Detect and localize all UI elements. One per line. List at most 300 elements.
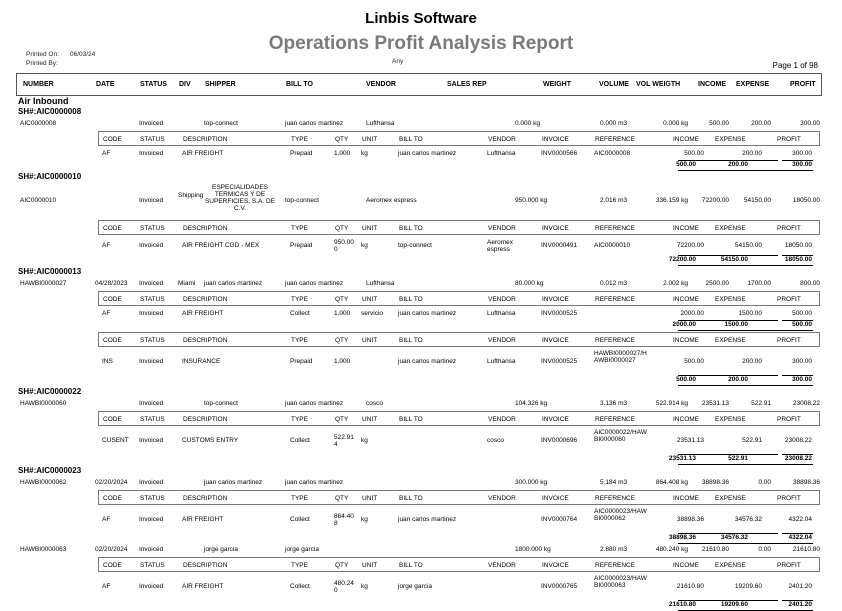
detail-col-type: TYPE [291,136,308,143]
row-volume: 0.012 m3 [600,280,628,287]
detail-vendor: cosco [487,437,504,444]
detail-col-vendor: VENDOR [488,495,516,502]
detail-header [98,332,820,347]
detail-unit: kg [361,242,368,249]
row-volume: 2.880 m3 [600,546,628,553]
detail-qty: 1.000 [334,150,351,157]
detail-status: Invoiced [139,358,164,365]
detail-unit: kg [361,150,368,157]
detail-bill-to: jorge garcia [398,583,432,590]
detail-col-unit: UNIT [362,416,378,423]
total-income: 21610.80 [668,601,696,608]
detail-vendor: Lufthansa [487,150,516,157]
total-expense: 522.91 [728,455,748,462]
detail-profit: 500.00 [792,310,812,317]
detail-qty: 1.000 [334,358,351,365]
detail-totals [0,601,842,610]
row-shipper: top-connect [204,120,238,127]
detail-header [98,131,820,146]
detail-col-code: CODE [103,562,122,569]
report-title: Operations Profit Analysis Report [268,33,574,54]
total-profit: 500.00 [792,321,812,328]
table-row [0,279,842,289]
detail-col-description: DESCRIPTION [183,495,228,502]
detail-col-expense: EXPENSE [715,562,746,569]
detail-col-invoice: INVOICE [542,225,569,232]
col-header-div: DIV [179,81,191,88]
row-weight: 80.000 kg [515,280,544,287]
detail-col-reference: REFERENCE [595,296,636,303]
row-vendor: Lufthansa [366,280,395,287]
detail-col-profit: PROFIT [777,495,801,502]
row-number: AIC0000010 [20,197,57,204]
detail-col-qty: QTY [335,296,349,303]
row-expense: 522.91 [751,400,771,407]
detail-status: Invoiced [139,583,164,590]
total-income: 500.00 [676,376,696,383]
detail-type: Prepaid [290,358,313,365]
detail-bill-to: juan carlos martinez [398,358,457,365]
detail-col-unit: UNIT [362,296,378,303]
row-bill-to: juan carlos martinez [285,120,344,127]
col-header-status: STATUS [140,81,167,88]
row-weight: 104.326 kg [515,400,548,407]
detail-col-vendor: VENDOR [488,136,516,143]
detail-col-status: STATUS [140,562,165,569]
detail-col-unit: UNIT [362,225,378,232]
row-status: Invoiced [139,479,164,486]
detail-reference: AIC0000023/HAWBI0000063 [594,575,647,589]
col-header-vendor: VENDOR [366,81,396,88]
row-income: 500.00 [709,120,729,127]
detail-col-profit: PROFIT [777,416,801,423]
detail-col-expense: EXPENSE [715,296,746,303]
detail-totals [0,161,842,170]
detail-col-description: DESCRIPTION [183,337,228,344]
detail-col-type: TYPE [291,416,308,423]
total-expense: 200.00 [728,376,748,383]
detail-description: CUSTOMS ENTRY [182,437,239,444]
detail-col-code: CODE [103,296,122,303]
detail-type: Prepaid [290,242,313,249]
detail-header [98,220,820,235]
detail-row [0,350,842,374]
detail-col-description: DESCRIPTION [183,296,228,303]
detail-invoice: INV0000765 [541,583,578,590]
col-header-expense: EXPENSE [736,81,770,88]
detail-col-invoice: INVOICE [542,562,569,569]
detail-col-income: INCOME [673,495,699,502]
detail-unit: kg [361,583,368,590]
total-income: 72200.00 [668,256,696,263]
row-expense: 0.00 [758,479,771,486]
col-header-number: NUMBER [23,81,54,88]
row-vendor: Lufthansa [366,120,395,127]
detail-col-reference: REFERENCE [595,416,636,423]
detail-col-profit: PROFIT [777,337,801,344]
total-underline [678,385,813,386]
total-underline [678,265,813,266]
detail-qty: 480.240 [334,580,354,594]
detail-col-code: CODE [103,416,122,423]
detail-expense: 19209.60 [734,583,762,590]
row-status: Invoiced [139,280,164,287]
col-header-weight: WEIGHT [543,81,571,88]
row-status: Invoiced [139,120,164,127]
detail-description: INSURANCE [182,358,221,365]
row-number: AIC0000008 [20,120,57,127]
row-expense: 200.00 [751,120,771,127]
col-header-sales-rep: SALES REP [447,81,487,88]
detail-income: 500.00 [684,358,704,365]
detail-header [98,557,820,572]
total-income: 38898.36 [668,534,696,541]
total-underline [678,543,813,544]
detail-col-expense: EXPENSE [715,136,746,143]
total-profit: 4322.04 [788,534,812,541]
total-profit: 300.00 [792,161,812,168]
detail-code: AF [102,310,111,317]
detail-vendor: Lufthansa [487,358,516,365]
detail-bill-to: juan carlos martinez [398,516,457,523]
detail-qty: 864.408 [334,513,354,527]
detail-col-reference: REFERENCE [595,225,636,232]
total-expense: 34576.32 [720,534,748,541]
detail-description: AIR FREIGHT [182,310,224,317]
detail-header [98,291,820,306]
total-income: 500.00 [676,161,696,168]
company-name: Linbis Software [365,10,477,27]
col-header-shipper: SHIPPER [205,81,236,88]
detail-type: Collect [290,310,310,317]
detail-col-type: TYPE [291,296,308,303]
row-number: HAWBI0000063 [20,546,67,553]
total-income: 2000.00 [672,321,696,328]
detail-col-reference: REFERENCE [595,136,636,143]
detail-col-type: TYPE [291,225,308,232]
table-row [0,478,842,488]
row-bill-to: juan carlos martinez [285,400,344,407]
row-profit: 38898.36 [792,479,820,486]
row-weight: 1800.000 kg [515,546,551,553]
detail-col-income: INCOME [673,416,699,423]
detail-col-expense: EXPENSE [715,416,746,423]
detail-profit: 2401.20 [788,583,812,590]
detail-col-profit: PROFIT [777,225,801,232]
detail-col-bill-to: BILL TO [399,562,423,569]
table-row [0,545,842,555]
detail-col-income: INCOME [673,225,699,232]
row-income: 21610.80 [701,546,729,553]
detail-col-type: TYPE [291,337,308,344]
detail-reference: HAWBI0000027/HAWBI0000027 [594,350,647,364]
detail-invoice: INV0000525 [541,310,578,317]
detail-reference: AIC0000010 [594,242,631,249]
row-vol-weight: 864.408 kg [655,479,688,486]
detail-col-expense: EXPENSE [715,337,746,344]
detail-reference: AIC0000023/HAWBI0000062 [594,508,647,522]
detail-col-status: STATUS [140,225,165,232]
detail-col-description: DESCRIPTION [183,136,228,143]
detail-col-expense: EXPENSE [715,225,746,232]
filter-value: Any [392,58,404,65]
detail-col-profit: PROFIT [777,296,801,303]
detail-row [0,238,842,254]
row-div: Miami [178,280,196,287]
detail-expense: 54150.00 [734,242,762,249]
detail-income: 500.00 [684,150,704,157]
detail-totals [0,376,842,385]
detail-col-invoice: INVOICE [542,416,569,423]
detail-col-code: CODE [103,136,122,143]
detail-col-vendor: VENDOR [488,337,516,344]
total-underline [678,464,813,465]
detail-col-vendor: VENDOR [488,562,516,569]
row-profit: 21610.80 [792,546,820,553]
shipment-header: SH#:AIC0000013 [18,267,82,276]
detail-qty: 950.000 [334,239,354,253]
col-header-date: DATE [96,81,115,88]
row-profit: 18050.00 [792,197,820,204]
detail-expense: 200.00 [742,358,762,365]
detail-expense: 1500.00 [738,310,762,317]
detail-totals [0,321,842,330]
detail-col-status: STATUS [140,495,165,502]
row-number: HAWBI0000060 [20,400,67,407]
detail-col-income: INCOME [673,337,699,344]
total-underline [678,330,813,331]
printed-on-value: 06/03/24 [70,51,96,58]
detail-profit: 300.00 [792,150,812,157]
detail-bill-to: juan carlos martinez [398,310,457,317]
total-expense: 19209.60 [720,601,748,608]
row-income: 23531.13 [701,400,729,407]
row-volume: 5.184 m3 [600,479,628,486]
detail-row [0,429,842,453]
row-date: 02/20/2024 [95,479,128,486]
row-shipper: jorge garcia [204,546,238,553]
detail-status: Invoiced [139,310,164,317]
detail-col-vendor: VENDOR [488,296,516,303]
detail-invoice: INV0000525 [541,358,578,365]
detail-col-invoice: INVOICE [542,495,569,502]
detail-col-code: CODE [103,337,122,344]
row-volume: 3.136 m3 [600,400,628,407]
detail-status: Invoiced [139,242,164,249]
row-bill-to: juan carlos martinez [285,280,344,287]
total-expense: 200.00 [728,161,748,168]
row-shipper: top-connect [204,400,238,407]
detail-description: AIR FREIGHT [182,583,224,590]
detail-bill-to: top-connect [398,242,432,249]
row-weight: 300.000 kg [515,479,548,486]
col-header-volume: VOLUME [599,81,629,88]
detail-col-bill-to: BILL TO [399,337,423,344]
detail-qty: 1.000 [334,310,351,317]
detail-status: Invoiced [139,150,164,157]
detail-col-expense: EXPENSE [715,495,746,502]
detail-status: Invoiced [139,516,164,523]
row-vendor: cosco [366,400,383,407]
detail-col-qty: QTY [335,416,349,423]
detail-col-status: STATUS [140,416,165,423]
detail-code: AF [102,242,111,249]
detail-col-bill-to: BILL TO [399,225,423,232]
total-profit: 23008.22 [784,455,812,462]
detail-code: AF [102,583,111,590]
total-expense: 54150.00 [720,256,748,263]
row-weight: 950.000 kg [515,197,548,204]
detail-row [0,508,842,532]
detail-col-reference: REFERENCE [595,337,636,344]
row-bill-to: jorge garcia [285,546,319,553]
detail-col-description: DESCRIPTION [183,416,228,423]
detail-col-status: STATUS [140,337,165,344]
detail-type: Collect [290,437,310,444]
detail-totals [0,534,842,543]
detail-type: Collect [290,516,310,523]
detail-totals [0,256,842,265]
detail-col-code: CODE [103,225,122,232]
col-header-income: INCOME [698,81,726,88]
total-profit: 18050.00 [784,256,812,263]
total-profit: 2401.20 [788,601,812,608]
row-number: HAWBI0000062 [20,479,67,486]
shipment-header: SH#:AIC0000010 [18,172,82,181]
detail-col-description: DESCRIPTION [183,225,228,232]
detail-invoice: INV0000764 [541,516,578,523]
detail-bill-to: juan carlos martinez [398,150,457,157]
row-profit: 23008.22 [792,400,820,407]
row-expense: 1700.00 [747,280,771,287]
detail-col-profit: PROFIT [777,562,801,569]
shipment-header: SH#:AIC0000023 [18,466,82,475]
detail-row [0,309,842,319]
table-row [0,184,842,218]
detail-profit: 4322.04 [788,516,812,523]
detail-col-unit: UNIT [362,495,378,502]
row-number: HAWBI0000027 [20,280,67,287]
detail-vendor: Aeromex espress [487,239,514,253]
detail-reference: AIC0000022/HAWBI0000060 [594,429,647,443]
detail-profit: 23008.22 [784,437,812,444]
detail-col-qty: QTY [335,495,349,502]
detail-col-unit: UNIT [362,337,378,344]
detail-col-income: INCOME [673,562,699,569]
detail-invoice: INV0000566 [541,150,578,157]
printed-on-label: Printed On: [26,51,59,58]
total-underline [678,170,813,171]
detail-income: 21610.80 [676,583,704,590]
total-profit: 300.00 [792,376,812,383]
detail-col-status: STATUS [140,296,165,303]
col-header-profit: PROFIT [790,81,816,88]
detail-col-bill-to: BILL TO [399,495,423,502]
detail-profit: 18050.00 [784,242,812,249]
shipment-header: SH#:AIC0000022 [18,387,82,396]
detail-unit: kg [361,437,368,444]
detail-col-invoice: INVOICE [542,337,569,344]
row-vol-weight: 480.240 kg [655,546,688,553]
detail-income: 38898.36 [676,516,704,523]
detail-col-unit: UNIT [362,136,378,143]
detail-invoice: INV0000696 [541,437,578,444]
table-row [0,399,842,409]
detail-col-invoice: INVOICE [542,296,569,303]
row-bill-to: juan carlos martinez [285,479,344,486]
row-profit: 300.00 [800,120,820,127]
detail-code: AF [102,150,111,157]
detail-col-reference: REFERENCE [595,562,636,569]
detail-code: AF [102,516,111,523]
total-expense: 1500.00 [724,321,748,328]
col-header-vol-weight: VOL WEIGTH [636,81,681,88]
detail-col-bill-to: BILL TO [399,296,423,303]
section-title: Air Inbound [18,96,69,106]
detail-col-type: TYPE [291,562,308,569]
detail-income: 2000.00 [680,310,704,317]
page-indicator: Page 1 of 98 [772,61,818,70]
row-income: 38898.36 [701,479,729,486]
row-status: Invoiced [139,400,164,407]
row-date: 02/20/2024 [95,546,128,553]
row-vendor: Aeromex espress [366,197,417,204]
row-shipper: ESPECIALIDADES TERMICAS Y DE SUPERFICIES, S.A. DE C.V. [204,184,276,212]
row-expense: 0.00 [758,546,771,553]
detail-row [0,575,842,599]
detail-qty: 522.914 [334,434,354,448]
detail-type: Prepaid [290,150,313,157]
detail-col-vendor: VENDOR [488,225,516,232]
detail-type: Collect [290,583,310,590]
column-header-bar [16,73,822,96]
detail-unit: servicio [361,310,384,317]
detail-col-code: CODE [103,495,122,502]
detail-totals [0,455,842,464]
detail-col-qty: QTY [335,225,349,232]
detail-code: CUSENT [102,437,129,444]
detail-description: AIR FREIGHT CGD - MEX [182,242,260,249]
detail-col-profit: PROFIT [777,136,801,143]
detail-description: AIR FREIGHT [182,516,224,523]
row-income: 2500.00 [705,280,729,287]
detail-col-qty: QTY [335,337,349,344]
detail-unit: kg [361,516,368,523]
row-status: Invoiced [139,197,164,204]
detail-col-unit: UNIT [362,562,378,569]
total-income: 23531.13 [668,455,696,462]
row-volume: 0.000 m3 [600,120,628,127]
detail-col-type: TYPE [291,495,308,502]
detail-col-reference: REFERENCE [595,495,636,502]
row-date: 04/28/2023 [95,280,128,287]
detail-income: 72200.00 [676,242,704,249]
detail-profit: 300.00 [792,358,812,365]
row-profit: 800.00 [800,280,820,287]
table-row [0,119,842,129]
detail-status: Invoiced [139,437,164,444]
detail-col-bill-to: BILL TO [399,136,423,143]
row-weight: 0.000 kg [515,120,540,127]
detail-code: INS [102,358,113,365]
detail-col-description: DESCRIPTION [183,562,228,569]
row-shipper: juan carlos martinez [204,280,263,287]
detail-header [98,490,820,505]
row-income: 72200.00 [701,197,729,204]
shipment-header: SH#:AIC0000008 [18,107,82,116]
detail-reference: AIC0000008 [594,150,631,157]
row-vol-weight: 522.914 kg [655,400,688,407]
